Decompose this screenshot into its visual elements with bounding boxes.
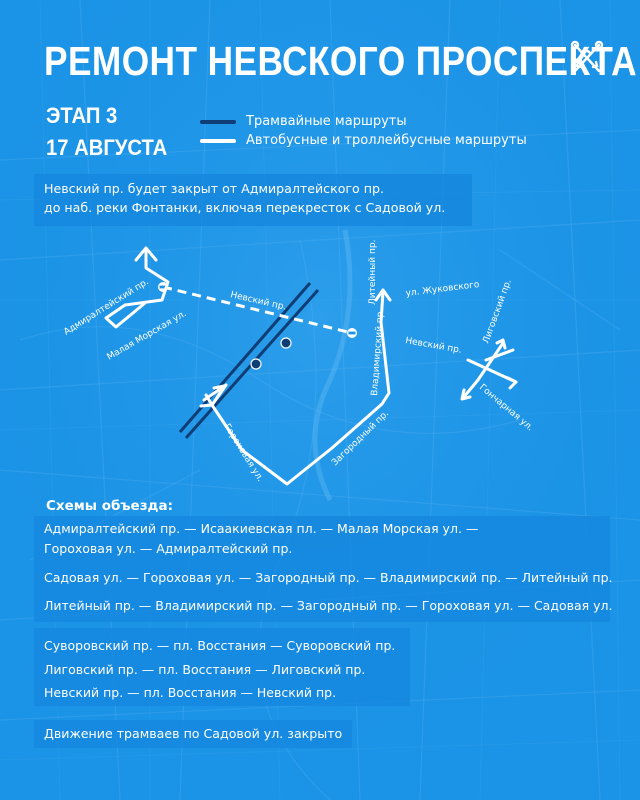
tram-stop-marker	[281, 338, 291, 348]
page-title: РЕМОНТ НЕВСКОГО ПРОСПЕКТА	[44, 38, 637, 84]
stage-date: 17 АВГУСТА	[46, 135, 168, 160]
detour-route-3: Литейный пр. — Владимирский пр. — Загородный пр. — Гороховая ул. — Садовая ул.	[44, 598, 613, 613]
label-nevsky-east: Невский пр.	[404, 336, 463, 356]
closure-end-bar	[349, 332, 356, 335]
tram-stop-marker	[251, 359, 261, 369]
label-goncharnaya: Гончарная ул.	[477, 382, 535, 434]
label-zhukovskogo: ул. Жуковского	[405, 280, 481, 299]
detour-route-1-line-2: Гороховая ул. — Адмиралтейский пр.	[44, 541, 293, 556]
tram-closure-note-text: Движение трамваев по Садовой ул. закрыто	[44, 726, 343, 741]
label-gorokhovaya: Гороховая ул.	[221, 422, 265, 484]
label-ligovsky: Лиговский пр.	[481, 278, 514, 346]
legend-bus-label: Автобусные и троллейбусные маршруты	[246, 133, 527, 148]
label-vladimirsky: Владимирский пр.	[370, 308, 387, 397]
bus-detour-2: Лиговский пр. — пл. Восстания — Лиговский пр.	[44, 662, 366, 677]
bus-detour-3: Невский пр. — пл. Восстания — Невский пр.	[44, 685, 337, 700]
label-liteyny: Литейный пр.	[368, 239, 378, 305]
label-malaya-morskaya: Малая Морская ул.	[105, 308, 189, 363]
bus-detour-1: Суворовский пр. — пл. Восстания — Суворовский пр.	[44, 638, 396, 653]
closed-section-nevsky	[163, 287, 352, 333]
label-zagorodny: Загородный пр.	[330, 408, 392, 469]
legend-tram-label: Трамвайные маршруты	[246, 114, 407, 129]
detours-heading: Схемы объезда:	[46, 498, 173, 514]
label-nevsky-west: Невский пр.	[229, 290, 288, 313]
closure-line-2: до наб. реки Фонтанки, включая перекресток с Садовой ул.	[44, 200, 446, 215]
detour-route-2: Садовая ул. — Гороховая ул. — Загородный пр. — Владимирский пр. — Литейный пр.	[44, 570, 613, 585]
label-admiralteysky: Адмиралтейский пр.	[62, 277, 151, 338]
tram-closure-note	[34, 720, 352, 748]
stage-number: ЭТАП 3	[46, 103, 118, 128]
tram-routes	[180, 283, 318, 438]
closure-line-1: Невский пр. будет закрыт от Адмиралтейского пр.	[44, 181, 384, 196]
detour-route-1-line-1: Адмиралтейский пр. — Исаакиевская пл. — Малая Морская ул. —	[44, 521, 479, 536]
